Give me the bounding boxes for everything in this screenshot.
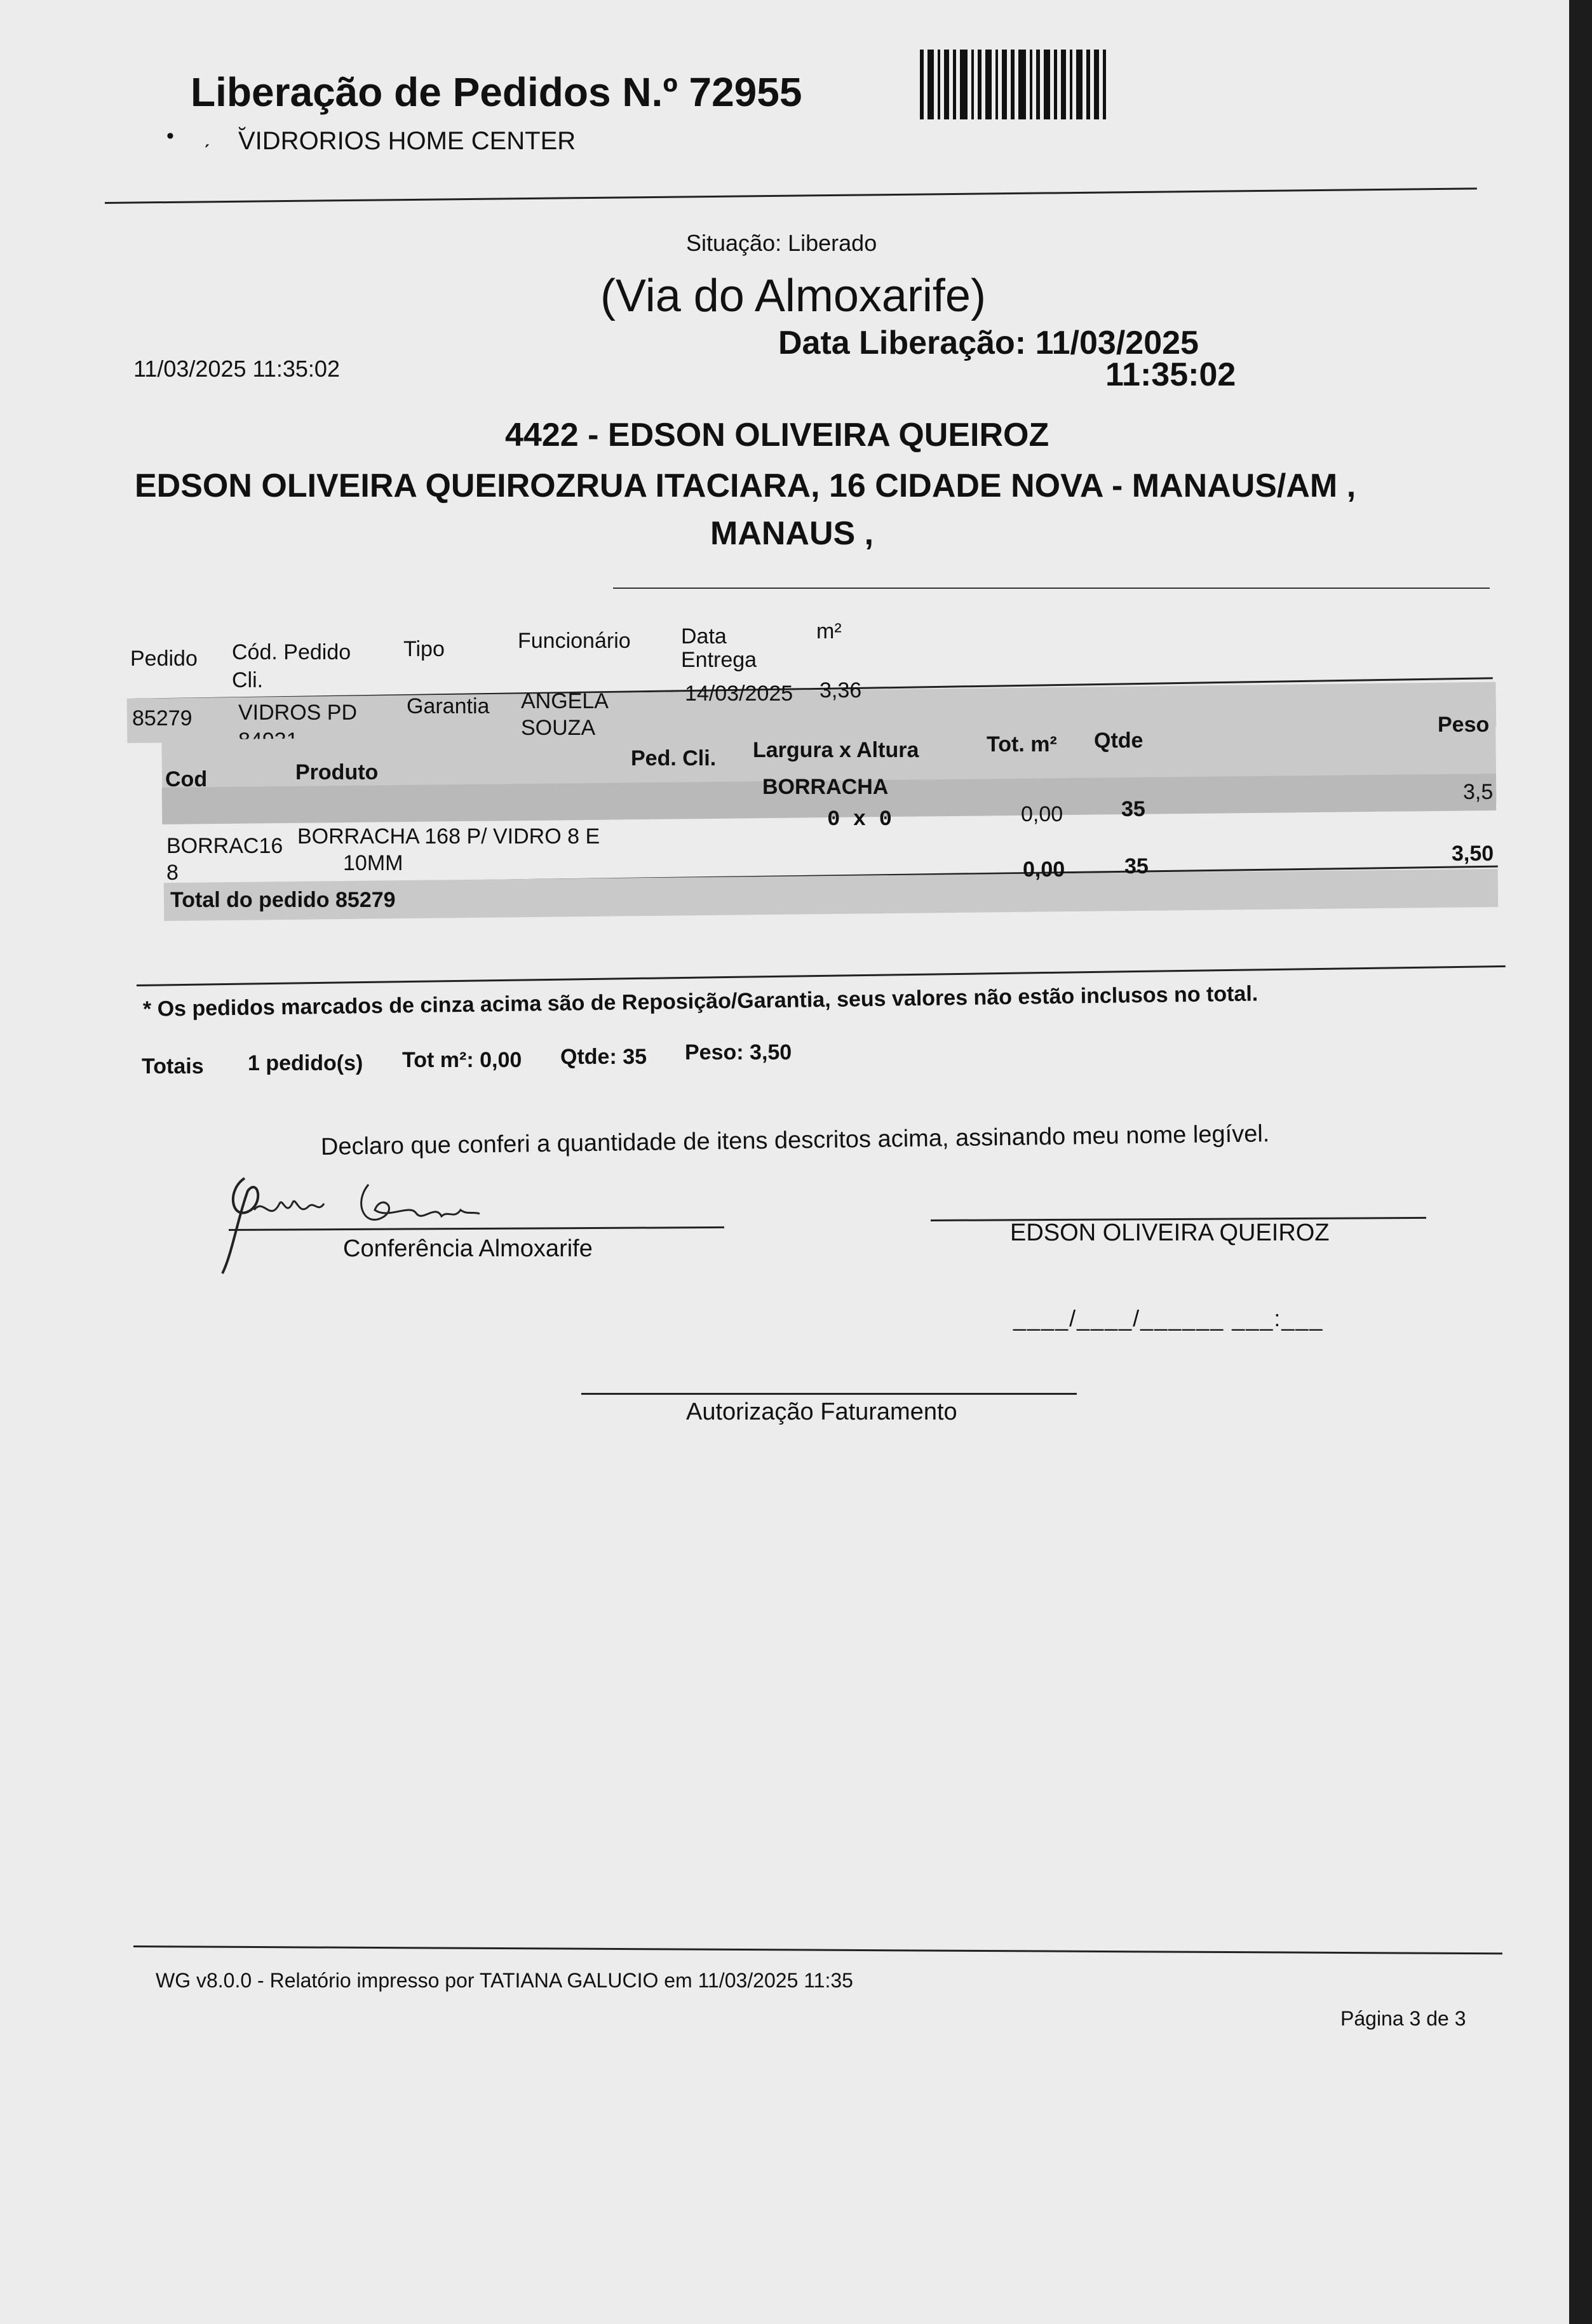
- date-time-fields: ____/____/______ ___:___: [1013, 1305, 1324, 1331]
- total-tot-m2: 0,00: [1023, 857, 1065, 882]
- barcode-icon: [920, 50, 1155, 119]
- decorative-marks: • ˏ ˘: [166, 124, 258, 148]
- col-cod: Cod: [165, 767, 208, 791]
- release-date: Data Liberação: 11/03/2025: [778, 325, 1199, 361]
- item-produto-2: 10MM: [343, 851, 403, 875]
- declaration-text: Declaro que conferi a quantidade de itens descritos acima, assinando meu nome legível.: [320, 1120, 1270, 1160]
- totais-peso: Peso: 3,50: [685, 1040, 792, 1065]
- order-pedido: 85279: [132, 706, 192, 730]
- col-produto: Produto: [295, 760, 379, 784]
- order-data: 14/03/2025: [685, 682, 793, 706]
- item-tot-m2: 0,00: [1021, 802, 1063, 826]
- printed-by: WG v8.0.0 - Relatório impresso por TATIANA GALUCIO em 11/03/2025 11:35: [156, 1969, 853, 1992]
- item-cod: BORRAC16: [166, 834, 283, 858]
- totais-qtde: Qtde: 35: [560, 1045, 647, 1069]
- client-signature-label: EDSON OLIVEIRA QUEIROZ: [1010, 1219, 1330, 1246]
- col-largura-altura: Largura x Altura: [753, 738, 919, 762]
- client-city: MANAUS ,: [710, 515, 874, 552]
- autorizacao-label: Autorização Faturamento: [686, 1399, 957, 1425]
- group-label: BORRACHA: [762, 775, 889, 799]
- col-m2: m²: [816, 619, 842, 643]
- order-funcionario-2: SOUZA: [521, 716, 596, 740]
- page-number: Página 3 de 3: [1340, 2007, 1466, 2030]
- item-qtde: 35: [1121, 797, 1145, 821]
- footer-rule: [133, 1945, 1502, 1954]
- col-tot-m2: Tot. m²: [987, 732, 1057, 756]
- col-data: Data: [681, 624, 727, 648]
- item-dimensions: 0 x 0: [827, 808, 893, 832]
- item-produto: BORRACHA 168 P/ VIDRO 8 E: [297, 824, 600, 849]
- col-peso: Peso: [1438, 713, 1490, 737]
- scan-edge: [1569, 0, 1592, 2324]
- col-qtde: Qtde: [1094, 729, 1143, 753]
- client-code-name: 4422 - EDSON OLIVEIRA QUEIROZ: [505, 417, 1049, 453]
- order-tipo: Garantia: [407, 694, 490, 718]
- order-funcionario: ANGELA: [521, 689, 609, 713]
- totais-m2: Tot m²: 0,00: [402, 1048, 522, 1072]
- autorizacao-line: [581, 1393, 1077, 1395]
- col-pedido: Pedido: [130, 647, 198, 671]
- col-ped-cli: Ped. Cli.: [631, 746, 717, 770]
- item-cod-2: 8: [166, 861, 179, 885]
- col-data-2: Entrega: [681, 648, 757, 672]
- client-divider: [613, 588, 1490, 589]
- col-funcionario: Funcionário: [518, 629, 631, 653]
- document-title: Liberação de Pedidos N.º 72955: [191, 69, 802, 115]
- note-rule: [137, 965, 1506, 986]
- order-m2: 3,36: [820, 678, 862, 702]
- totais-pedidos: 1 pedido(s): [248, 1051, 363, 1075]
- header-divider: [105, 187, 1477, 204]
- printed-datetime: 11/03/2025 11:35:02: [133, 356, 340, 382]
- total-qtde: 35: [1124, 854, 1149, 878]
- item-peso: 3,5: [1463, 780, 1494, 804]
- total-label: Total do pedido 85279: [170, 888, 396, 912]
- total-peso: 3,50: [1452, 842, 1494, 866]
- almoxarife-label: Conferência Almoxarife: [343, 1235, 593, 1262]
- client-address: EDSON OLIVEIRA QUEIROZRUA ITACIARA, 16 CIDADE NOVA - MANAUS/AM ,: [135, 467, 1356, 504]
- release-time: 11:35:02: [1105, 356, 1236, 393]
- col-tipo: Tipo: [403, 637, 445, 661]
- gray-note: * Os pedidos marcados de cinza acima são de Reposição/Garantia, seus valores não estão inclusos no total.: [142, 981, 1258, 1021]
- col-cod-pedido: Cód. Pedido: [232, 640, 351, 664]
- copy-type: (Via do Almoxarife): [600, 271, 986, 321]
- status-situacao: Situação: Liberado: [686, 230, 877, 256]
- col-cod-pedido-2: Cli.: [232, 668, 264, 692]
- totais-label: Totais: [142, 1054, 204, 1078]
- order-cod: VIDROS PD: [238, 701, 358, 725]
- company-name: VIDRORIOS HOME CENTER: [238, 127, 576, 155]
